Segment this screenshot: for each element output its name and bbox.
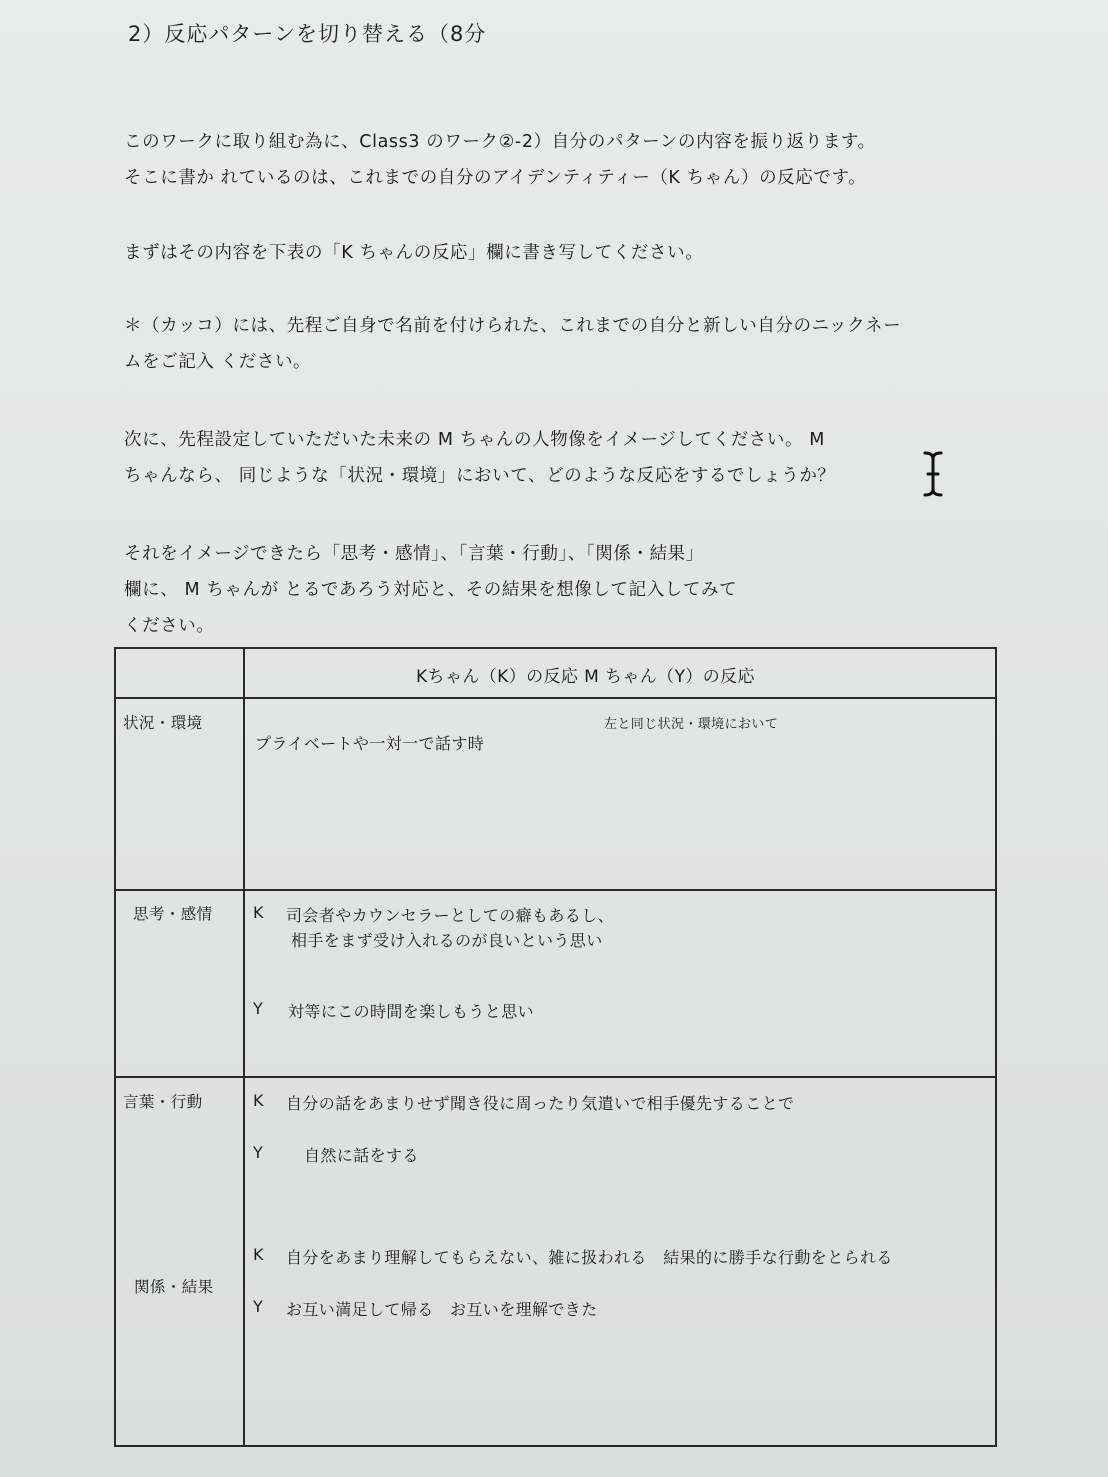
fill-in-line-1: それをイメージできたら「思考・感情」、「言葉・行動」、「関係・結果」 xyxy=(124,544,704,564)
intro-paragraph xyxy=(124,124,876,196)
situation-text: プライベートや一対一で話す時 xyxy=(255,734,485,753)
imagine-line-1: 次に、先程設定していただいた未来の M ちゃんの人物像をイメージしてください。 M xyxy=(124,430,825,450)
text-cursor-icon xyxy=(922,450,944,498)
imagine-paragraph xyxy=(124,422,836,494)
result-k-marker: K xyxy=(253,1245,264,1264)
table-header-divider xyxy=(114,697,997,699)
thought-k-line-2: 相手をまず受け入れるのが良いという思い xyxy=(291,931,603,950)
thought-y-text: 対等にこの時間を楽しもうと思い xyxy=(288,1002,535,1021)
row-label-action: 言葉・行動 xyxy=(123,1093,203,1111)
thought-k-marker: K xyxy=(253,903,264,922)
thought-k-line-1: 司会者やカウンセラーとしての癖もあるし、 xyxy=(286,906,615,925)
result-y-marker: Y xyxy=(253,1297,264,1316)
fill-in-line-3: ください。 xyxy=(124,616,215,636)
situation-note: 左と同じ状況・環境において xyxy=(604,717,779,732)
action-k-text: 自分の話をあまりせず聞き役に周ったり気遣いで相手優先することで xyxy=(286,1094,795,1113)
result-k-text: 自分をあまり理解してもらえない、雑に扱われる 結果的に勝手な行動をとられる xyxy=(286,1248,893,1267)
row-label-result: 関係・結果 xyxy=(134,1278,214,1296)
nickname-note-line-1: ＊（カッコ）には、先程ご自身で名前を付けられた、これまでの自分と新しい自分のニックネー xyxy=(124,316,902,336)
intro-line-2: そこに書か れているのは、これまでの自分のアイデンティティー（K ちゃん）の反応です。 xyxy=(124,168,867,188)
action-y-text: 自然に話をする xyxy=(304,1146,419,1165)
copy-instruction xyxy=(124,235,703,271)
row-label-thought: 思考・感情 xyxy=(133,905,213,923)
copy-instruction-line: まずはその内容を下表の「K ちゃんの反応」欄に書き写してください。 xyxy=(124,243,704,263)
action-k-marker: K xyxy=(253,1091,264,1110)
reaction-table xyxy=(114,647,997,1447)
table-row-divider-2 xyxy=(114,1076,997,1078)
table-column-divider xyxy=(243,647,245,1447)
imagine-line-2: ちゃんなら、 同じような「状況・環境」において、どのような反応をするでしょうか？ xyxy=(124,466,836,486)
intro-line-1: このワークに取り組む為に、Class3 のワーク②-2）自分のパターンの内容を振り返ります。 xyxy=(124,132,876,152)
nickname-note xyxy=(124,308,901,380)
row-label-situation: 状況・環境 xyxy=(123,714,203,732)
fill-in-paragraph xyxy=(124,536,737,644)
action-y-marker: Y xyxy=(253,1143,264,1162)
nickname-note-line-2: ムをご記入 ください。 xyxy=(124,352,312,372)
result-y-text: お互い満足して帰る お互いを理解できた xyxy=(286,1300,598,1319)
fill-in-line-2: 欄に、 M ちゃんが とるであろう対応と、その結果を想像して記入してみて xyxy=(124,580,738,600)
section-heading: 2）反応パターンを切り替える（8分 xyxy=(128,22,487,46)
table-header: Kちゃん（K）の反応 M ちゃん（Y）の反応 xyxy=(416,667,755,687)
thought-y-marker: Y xyxy=(253,999,264,1018)
table-row-divider-1 xyxy=(114,889,997,891)
